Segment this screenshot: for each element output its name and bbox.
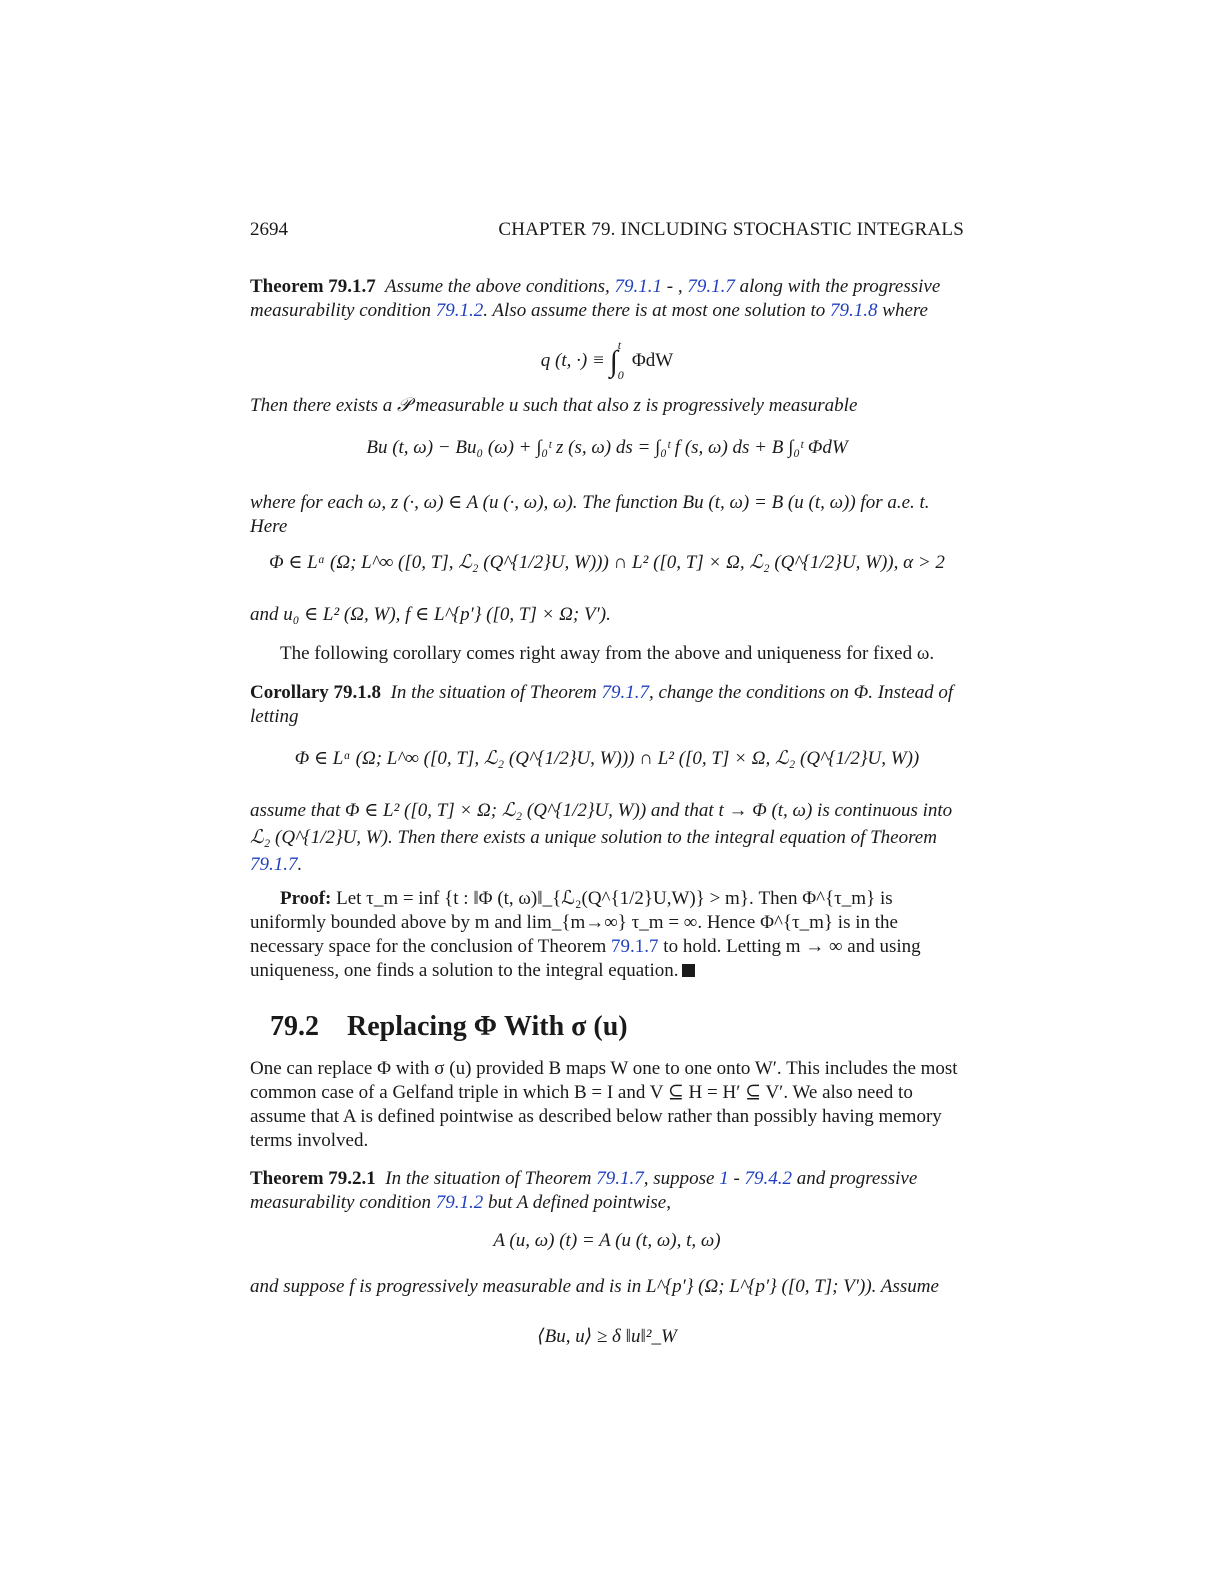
theorem-text-then: Then there exists a 𝒫 measurable u such that also z is progressively measurable — [250, 395, 858, 416]
theorem-text-suppose: and suppose f is progressively measurable and is in L^{p′} (Ω; L^{p′} ([0, T]; V′)). Assume — [250, 1276, 939, 1297]
equation-a-pointwise: A (u, ω) (t) = A (u (t, ω), t, ω) — [493, 1230, 721, 1251]
paragraph-corollary-intro: The following corollary comes right away from the above and uniqueness for fixed ω. — [280, 643, 935, 664]
corollary-text-assume: assume that Φ ∈ L² ([0, T] × Ω; ℒ₂ (Q^{1/2}U, W)) and that t → Φ (t, ω) is continuous into ℒ₂ (Q^{1/2}U, W). Then there exists a unique solution to the integral equation of Theorem 79.1.7. — [250, 800, 953, 875]
equation-phi-space-corollary: Φ ∈ Lᵅ (Ω; L^∞ ([0, T], ℒ₂ (Q^{1/2}U, W))) ∩ L² ([0, T] × Ω, ℒ₂ (Q^{1/2}U, W)) — [294, 748, 920, 769]
ref-link[interactable]: 79.1.1 — [614, 276, 662, 297]
ref-link[interactable]: 79.1.8 — [830, 300, 878, 321]
chapter-title: CHAPTER 79. INCLUDING STOCHASTIC INTEGRALS — [498, 219, 964, 240]
section-number: 79.2 — [270, 1011, 319, 1042]
corollary-79-1-8-statement: Corollary 79.1.8 In the situation of Theorem 79.1.7, change the conditions on Φ. Instead of letting — [250, 682, 954, 727]
ref-link[interactable]: 79.1.2 — [435, 300, 484, 321]
proof: Proof: Let τ_m = inf {t : ‖Φ (t, ω)‖_{ℒ₂(Q^{1/2}U,W)} > m}. Then Φ^{τ_m} is uniformly bounded above by m and lim_{m→∞} τ_m = ∞. Hence Φ^{τ_m} is in the necessary space for the conclusion of Theorem 79.1.7 to hold. Letting m → ∞ and using uniqueness, one finds a solution to the integral equation. — [250, 888, 921, 981]
theorem-79-2-1-statement: Theorem 79.2.1 In the situation of Theorem 79.1.7, suppose 1 - 79.4.2 and progressive measurability condition 79.1.2 but A defined pointwise, — [250, 1168, 918, 1213]
theorem-79-1-7-statement: Theorem 79.1.7 Assume the above conditions, 79.1.1 - , 79.1.7 along with the progressive measurability condition 79.1.2. Also assume there is at most one solution to 79.1.8 where — [250, 276, 941, 321]
paragraph-replacing: One can replace Φ with σ (u) provided B maps W one to one onto W′. This includes the most common case of a Gelfand triple in which B = I and V ⊆ H = H′ ⊆ V′. We also need to assume that A is defined pointwise as described below rather than possibly having memory terms involved. — [250, 1058, 958, 1151]
theorem-text-and: and u₀ ∈ L² (Ω, W), f ∈ L^{p′} ([0, T] × Ω; V′). — [250, 604, 611, 625]
equation-q-definition: q (t, ·) ≡ $\int_0^t$ ΦdW — [540, 337, 674, 382]
equation-main-integral: Bu (t, ω) − Bu₀ (ω) + ∫₀ᵗ z (s, ω) ds = ∫₀ᵗ f (s, ω) ds + B ∫₀ᵗ ΦdW — [366, 437, 848, 458]
equation-coercivity: ⟨Bu, u⟩ ≥ δ ‖u‖²_W — [537, 1326, 677, 1347]
ref-link[interactable]: 1 — [719, 1168, 729, 1189]
ref-link[interactable]: 79.1.7 — [250, 854, 298, 875]
page-number: 2694 — [250, 219, 288, 240]
ref-link[interactable]: 79.1.2 — [435, 1192, 484, 1213]
theorem-label: Theorem 79.1.7 — [250, 276, 376, 297]
corollary-label: Corollary 79.1.8 — [250, 682, 382, 703]
ref-link[interactable]: 79.1.7 — [611, 936, 659, 957]
theorem-text-where: where for each ω, z (·, ω) ∈ A (u (·, ω), ω). The function Bu (t, ω) = B (u (t, ω)) for a.e. t. Here — [250, 492, 930, 537]
ref-link[interactable]: 79.1.7 — [596, 1168, 644, 1189]
qed-square-icon — [682, 964, 695, 977]
ref-link[interactable]: 79.1.7 — [601, 682, 649, 703]
ref-link[interactable]: 79.4.2 — [744, 1168, 793, 1189]
section-heading — [270, 1011, 628, 1043]
equation-phi-space: Φ ∈ Lᵅ (Ω; L^∞ ([0, T], ℒ₂ (Q^{1/2}U, W))) ∩ L² ([0, T] × Ω, ℒ₂ (Q^{1/2}U, W)), α > 2 — [269, 552, 945, 573]
section-title: Replacing Φ With σ (u) — [347, 1011, 628, 1042]
theorem-label: Theorem 79.2.1 — [250, 1168, 376, 1189]
proof-label: Proof: — [280, 888, 332, 909]
ref-link[interactable]: 79.1.7 — [687, 276, 735, 297]
